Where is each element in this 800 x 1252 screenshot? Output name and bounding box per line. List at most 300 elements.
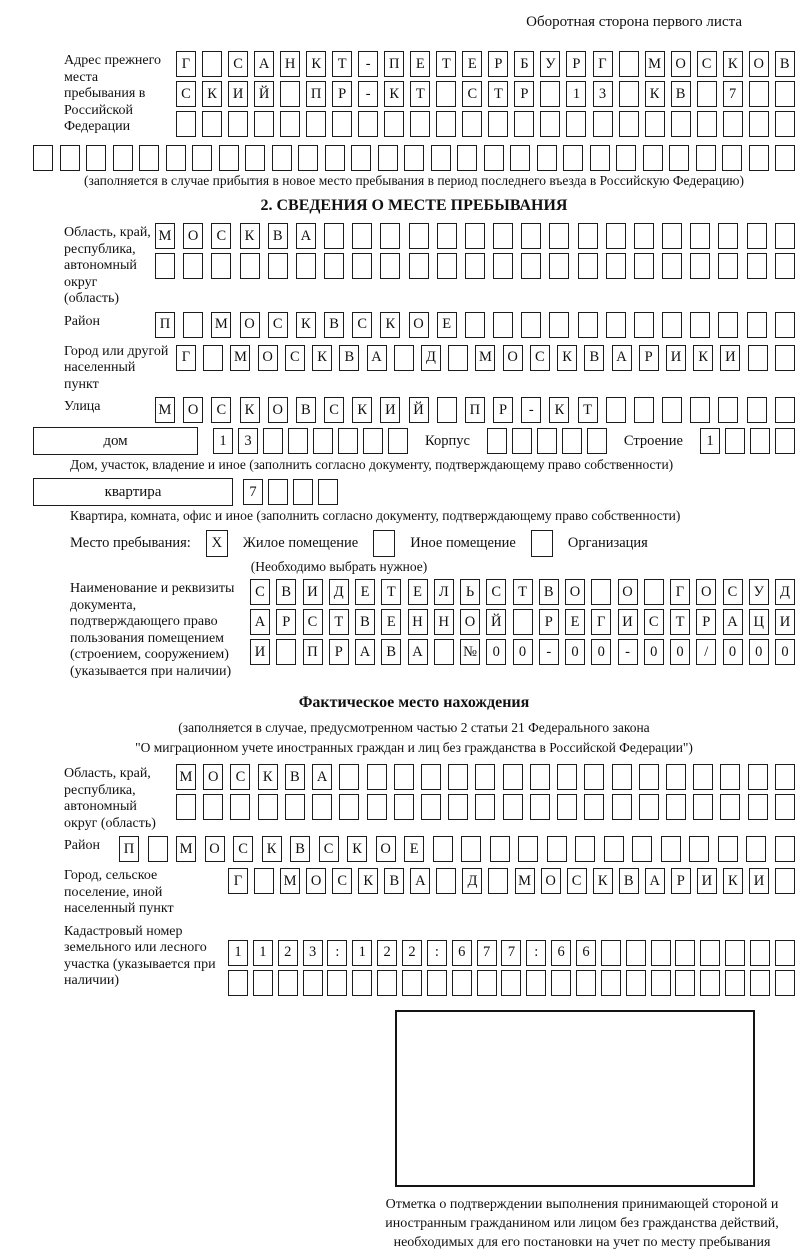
char-cell (748, 345, 768, 371)
prev-address-label: Адрес прежнего места пребывания в Российской Федерации (64, 53, 161, 134)
char-cell (513, 609, 533, 635)
char-cell (518, 836, 538, 862)
char-cell: О (183, 397, 203, 423)
char-cell (211, 253, 231, 279)
char-cell: 0 (749, 639, 769, 665)
char-cell (465, 253, 485, 279)
char-cell (749, 111, 769, 137)
house-box-label: дом (33, 427, 198, 455)
char-cell: Н (434, 609, 454, 635)
char-cell: Д (462, 868, 482, 894)
char-cell: А (312, 764, 332, 790)
stay-option-residential-checkbox: X (206, 530, 228, 557)
char-cell: Р (514, 81, 534, 107)
char-cell: К (347, 836, 367, 862)
actual-district-row (33, 836, 795, 862)
char-cell (155, 253, 175, 279)
char-cell (666, 764, 686, 790)
char-cell (749, 81, 769, 107)
char-cell: О (565, 579, 585, 605)
char-cell (512, 428, 532, 454)
char-cell (358, 111, 378, 137)
char-cell (549, 223, 569, 249)
char-cell: О (376, 836, 396, 862)
char-cell (410, 111, 430, 137)
char-cell: Р (493, 397, 513, 423)
char-cell: К (380, 312, 400, 338)
char-cell (725, 428, 745, 454)
char-cell: Д (775, 579, 795, 605)
char-cell (327, 970, 347, 996)
section2-title: 2. СВЕДЕНИЯ О МЕСТЕ ПРЕБЫВАНИЯ (260, 197, 568, 214)
char-cell (578, 223, 598, 249)
char-cell: Н (280, 51, 300, 77)
char-cell (325, 145, 345, 171)
char-cell: О (503, 345, 523, 371)
char-cell (612, 794, 632, 820)
char-cell (338, 428, 358, 454)
char-cell (166, 145, 186, 171)
char-cell (775, 111, 795, 137)
char-cell: О (258, 345, 278, 371)
char-cell: 1 (352, 940, 372, 966)
char-cell: Е (437, 312, 457, 338)
char-cell: Р (566, 51, 586, 77)
char-cell: Р (332, 81, 352, 107)
char-cell: Т (488, 81, 508, 107)
char-cell: 0 (670, 639, 690, 665)
stay-option-residential-label: Жилое помещение (242, 535, 359, 551)
char-cell: О (409, 312, 429, 338)
char-cell: С (285, 345, 305, 371)
district-row (33, 312, 795, 338)
char-cell (384, 111, 404, 137)
char-cell: П (465, 397, 485, 423)
char-cell: С (250, 579, 270, 605)
char-cell (380, 253, 400, 279)
char-cell: О (205, 836, 225, 862)
char-cell (324, 223, 344, 249)
char-cell (33, 145, 53, 171)
char-cell: 3 (593, 81, 613, 107)
char-cell (775, 868, 795, 894)
char-cell (404, 145, 424, 171)
char-cell: 0 (775, 639, 795, 665)
char-cell: С (211, 397, 231, 423)
char-cell: М (211, 312, 231, 338)
document-grid (250, 579, 795, 669)
char-cell: С (233, 836, 253, 862)
char-cell (725, 940, 745, 966)
char-cell (584, 794, 604, 820)
char-cell: И (250, 639, 270, 665)
char-cell: О (618, 579, 638, 605)
char-cell (616, 145, 636, 171)
char-cell (662, 253, 682, 279)
char-cell (493, 253, 513, 279)
char-cell: К (593, 868, 613, 894)
char-cell: К (262, 836, 282, 862)
char-cell: Й (409, 397, 429, 423)
prev-address-row4 (33, 145, 795, 171)
char-cell: С (176, 81, 196, 107)
char-cell: О (749, 51, 769, 77)
char-cell: А (645, 868, 665, 894)
char-cell: В (285, 764, 305, 790)
char-cell: 7 (723, 81, 743, 107)
char-cell (700, 940, 720, 966)
char-cell (747, 397, 767, 423)
char-cell (639, 764, 659, 790)
char-cell: К (240, 223, 260, 249)
char-cell: Д (421, 345, 441, 371)
stay-option-organization-label: Организация (567, 535, 648, 551)
char-cell (725, 970, 745, 996)
char-cell: И (775, 609, 795, 635)
char-cell: Е (408, 579, 428, 605)
char-cell (263, 428, 283, 454)
region-row1 (155, 223, 795, 249)
char-cell: И (749, 868, 769, 894)
char-cell (661, 836, 681, 862)
char-cell (288, 428, 308, 454)
char-cell (303, 970, 323, 996)
char-cell: И (720, 345, 740, 371)
char-cell: О (696, 579, 716, 605)
char-cell (258, 794, 278, 820)
char-cell (230, 794, 250, 820)
char-cell (775, 397, 795, 423)
char-cell: И (666, 345, 686, 371)
char-cell: Е (410, 51, 430, 77)
char-cell: - (358, 81, 378, 107)
char-cell: Г (176, 345, 196, 371)
char-cell (537, 428, 557, 454)
char-cell: А (367, 345, 387, 371)
char-cell (566, 111, 586, 137)
char-cell (285, 794, 305, 820)
char-cell: С (697, 51, 717, 77)
char-cell (203, 794, 223, 820)
char-cell (619, 81, 639, 107)
char-cell (662, 223, 682, 249)
char-cell: В (539, 579, 559, 605)
house-number-cells (213, 428, 408, 454)
char-cell (139, 145, 159, 171)
char-cell (503, 794, 523, 820)
char-cell: Р (329, 639, 349, 665)
char-cell: Р (639, 345, 659, 371)
char-cell (437, 223, 457, 249)
char-cell (113, 145, 133, 171)
char-cell: Т (410, 81, 430, 107)
char-cell (575, 836, 595, 862)
char-cell (775, 970, 795, 996)
section3-note2: "О миграционном учете иностранных граждан и лиц без гражданства в Российской Федерации") (135, 740, 693, 755)
char-cell: 6 (576, 940, 596, 966)
char-cell: К (384, 81, 404, 107)
char-cell (176, 794, 196, 820)
char-cell: Е (381, 609, 401, 635)
char-cell: В (355, 609, 375, 635)
char-cell (477, 970, 497, 996)
char-cell (228, 111, 248, 137)
document-row3 (250, 639, 795, 665)
char-cell (465, 312, 485, 338)
char-cell: К (557, 345, 577, 371)
char-cell (690, 397, 710, 423)
char-cell: В (268, 223, 288, 249)
char-cell (363, 428, 383, 454)
char-cell (693, 794, 713, 820)
char-cell (746, 836, 766, 862)
char-cell (240, 253, 260, 279)
char-cell (601, 940, 621, 966)
char-cell (192, 145, 212, 171)
region-label: Область, край, республика, автономный округ (область) (64, 225, 151, 306)
char-cell (434, 639, 454, 665)
char-cell (578, 253, 598, 279)
stay-option-organization-checkbox (531, 530, 553, 557)
char-cell (202, 111, 222, 137)
char-cell: М (176, 764, 196, 790)
char-cell (593, 111, 613, 137)
char-cell (203, 345, 223, 371)
char-cell (671, 111, 691, 137)
city-row (33, 342, 795, 394)
char-cell (421, 764, 441, 790)
char-cell (587, 428, 607, 454)
char-cell: Г (591, 609, 611, 635)
char-cell: Ь (460, 579, 480, 605)
char-cell (530, 764, 550, 790)
char-cell (689, 836, 709, 862)
char-cell (339, 794, 359, 820)
char-cell (666, 794, 686, 820)
char-cell: А (723, 609, 743, 635)
char-cell: Т (513, 579, 533, 605)
char-cell: К (296, 312, 316, 338)
char-cell (312, 794, 332, 820)
char-cell: Г (228, 868, 248, 894)
char-cell: - (521, 397, 541, 423)
char-cell: 1 (566, 81, 586, 107)
char-cell: 0 (723, 639, 743, 665)
char-cell: О (240, 312, 260, 338)
char-cell: : (327, 940, 347, 966)
char-cell (591, 579, 611, 605)
char-cell: 1 (253, 940, 273, 966)
char-cell (690, 223, 710, 249)
char-cell (378, 145, 398, 171)
char-cell (367, 794, 387, 820)
char-cell: В (775, 51, 795, 77)
char-cell (718, 836, 738, 862)
cadastre-label: Кадастровый номер земельного или лесного участка (указывается при наличии) (64, 923, 216, 988)
char-cell: 0 (565, 639, 585, 665)
char-cell (324, 253, 344, 279)
region-row2 (155, 253, 795, 279)
char-cell: М (515, 868, 535, 894)
char-cell (547, 836, 567, 862)
char-cell (718, 312, 738, 338)
char-cell (606, 312, 626, 338)
char-cell (584, 764, 604, 790)
char-cell: П (306, 81, 326, 107)
char-cell: О (306, 868, 326, 894)
char-cell (521, 312, 541, 338)
char-cell (718, 223, 738, 249)
char-cell: : (526, 940, 546, 966)
cadastre-row1 (228, 940, 795, 966)
actual-district-cells (119, 836, 795, 862)
char-cell (601, 970, 621, 996)
char-cell (606, 397, 626, 423)
char-cell (651, 970, 671, 996)
char-cell (634, 397, 654, 423)
char-cell (436, 868, 456, 894)
char-cell: С (303, 609, 323, 635)
char-cell (530, 794, 550, 820)
char-cell (619, 51, 639, 77)
document-label: Наименование и реквизиты документа, подтверждающего право пользования помещением (строением, сооружением) (указывается при наличии) (70, 581, 235, 679)
prev-address-note: (заполняется в случае прибытия в новое место пребывания в период последнего въезда в Российскую Федерацию) (83, 173, 745, 188)
char-cell: С (332, 868, 352, 894)
char-cell: Е (565, 609, 585, 635)
apartment-row (33, 478, 795, 506)
char-cell: М (155, 397, 175, 423)
char-cell (697, 111, 717, 137)
char-cell: 3 (238, 428, 258, 454)
char-cell: - (539, 639, 559, 665)
stay-option-other-label: Иное помещение (410, 535, 516, 551)
char-cell (540, 111, 560, 137)
char-cell: С (567, 868, 587, 894)
char-cell (490, 836, 510, 862)
char-cell: Д (329, 579, 349, 605)
actual-region-label: Область, край, республика, автономный округ (область) (64, 766, 156, 831)
char-cell (427, 970, 447, 996)
char-cell: В (584, 345, 604, 371)
char-cell (775, 312, 795, 338)
char-cell: Р (488, 51, 508, 77)
char-cell: П (155, 312, 175, 338)
char-cell: К (549, 397, 569, 423)
char-cell: 0 (591, 639, 611, 665)
char-cell (521, 253, 541, 279)
char-cell: В (324, 312, 344, 338)
district-label: Район (64, 313, 100, 329)
char-cell (86, 145, 106, 171)
actual-region-row (33, 764, 795, 832)
char-cell: В (381, 639, 401, 665)
char-cell: И (618, 609, 638, 635)
char-cell (493, 223, 513, 249)
stay-type-note: (Необходимо выбрать нужное) (250, 559, 428, 574)
char-cell (465, 223, 485, 249)
char-cell: М (645, 51, 665, 77)
char-cell: П (119, 836, 139, 862)
char-cell (700, 970, 720, 996)
cadastre-grid (228, 922, 795, 1000)
char-cell: Т (329, 609, 349, 635)
prev-address-row2 (176, 81, 795, 107)
char-cell: Т (436, 51, 456, 77)
char-cell (436, 81, 456, 107)
char-cell (604, 836, 624, 862)
char-cell (436, 111, 456, 137)
char-cell (503, 764, 523, 790)
street-cells (155, 397, 795, 423)
char-cell: И (228, 81, 248, 107)
char-cell: Т (670, 609, 690, 635)
char-cell: О (460, 609, 480, 635)
char-cell: И (697, 868, 717, 894)
char-cell (254, 868, 274, 894)
char-cell (377, 970, 397, 996)
char-cell: Т (578, 397, 598, 423)
char-cell (409, 223, 429, 249)
char-cell: С (319, 836, 339, 862)
apartment-note: Квартира, комната, офис и иное (заполнить согласно документу, подтверждающему право собственности) (70, 508, 681, 523)
char-cell: Н (408, 609, 428, 635)
char-cell: 6 (551, 940, 571, 966)
char-cell: В (384, 868, 404, 894)
char-cell (367, 764, 387, 790)
char-cell (437, 253, 457, 279)
char-cell (748, 764, 768, 790)
char-cell: С (211, 223, 231, 249)
char-cell (563, 145, 583, 171)
char-cell: У (540, 51, 560, 77)
stroenie-label: Строение (623, 432, 683, 449)
char-cell: А (612, 345, 632, 371)
char-cell (278, 970, 298, 996)
house-note: Дом, участок, владение и иное (заполнить согласно документу, подтверждающему право собственности) (70, 457, 674, 472)
char-cell: В (290, 836, 310, 862)
char-cell: 7 (243, 479, 263, 505)
street-label: Улица (64, 399, 101, 414)
char-cell: Й (486, 609, 506, 635)
char-cell: А (250, 609, 270, 635)
char-cell (352, 253, 372, 279)
char-cell (202, 51, 222, 77)
city-cells (176, 345, 795, 371)
char-cell: К (693, 345, 713, 371)
char-cell (318, 479, 338, 505)
char-cell (619, 111, 639, 137)
char-cell (645, 111, 665, 137)
char-cell (219, 145, 239, 171)
char-cell (510, 145, 530, 171)
char-cell: 2 (377, 940, 397, 966)
char-cell (634, 253, 654, 279)
char-cell: М (280, 868, 300, 894)
char-cell: К (352, 397, 372, 423)
char-cell (268, 479, 288, 505)
char-cell: Л (434, 579, 454, 605)
char-cell: О (671, 51, 691, 77)
char-cell (493, 312, 513, 338)
apartment-box-label: квартира (33, 478, 233, 506)
char-cell (632, 836, 652, 862)
char-cell: Р (671, 868, 691, 894)
char-cell (475, 794, 495, 820)
char-cell (431, 145, 451, 171)
korpus-cells (487, 428, 607, 454)
char-cell: Г (176, 51, 196, 77)
char-cell: С (486, 579, 506, 605)
